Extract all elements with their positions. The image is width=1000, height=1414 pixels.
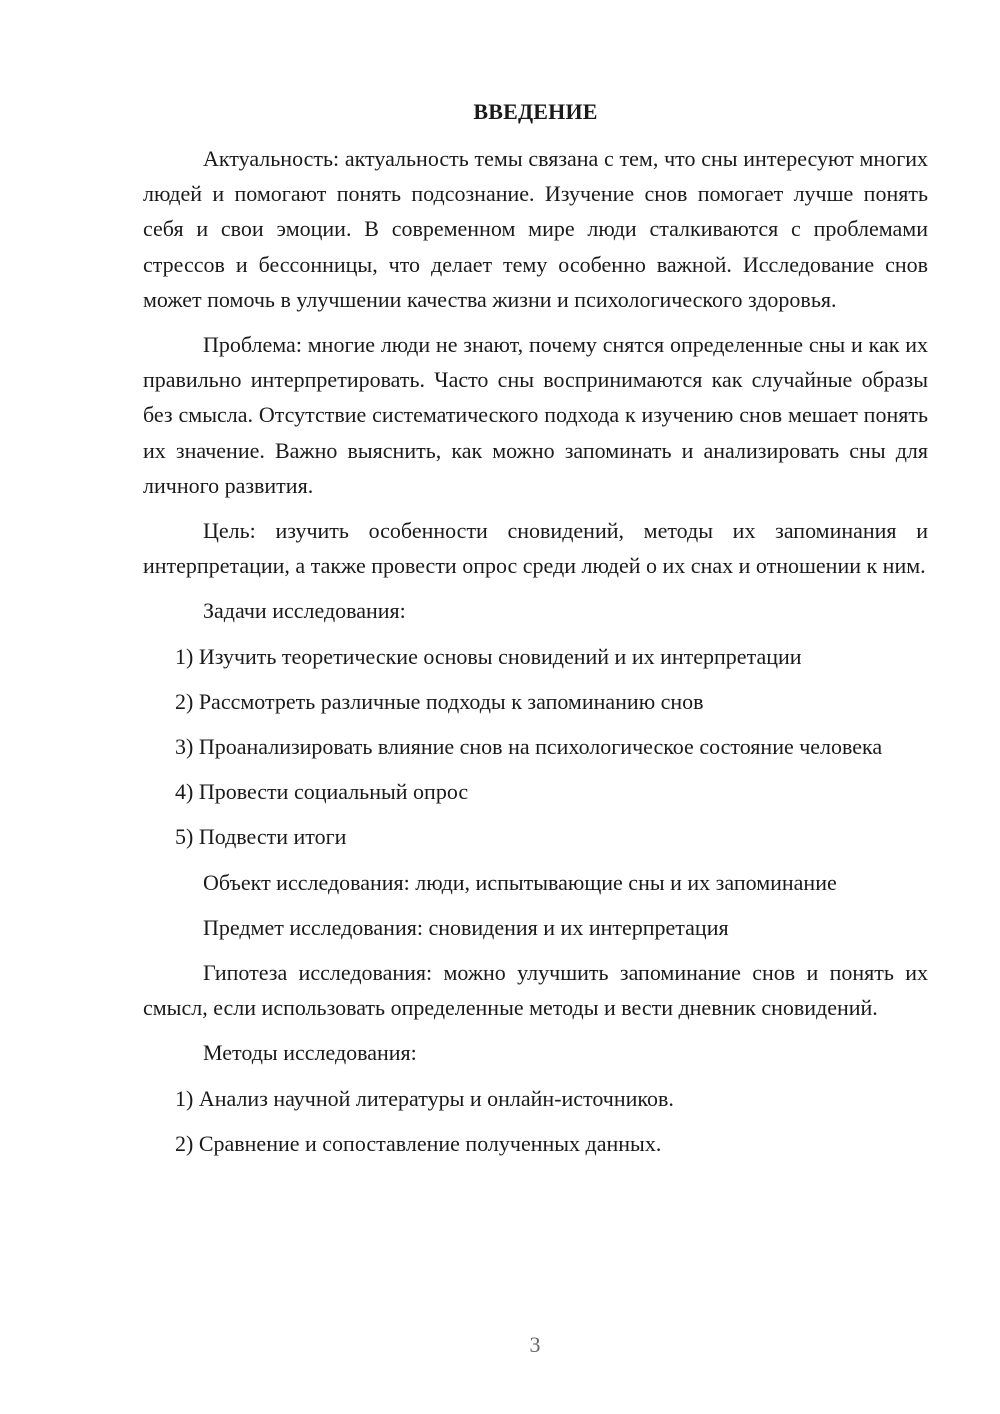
task-item: 5) Подвести итоги: [175, 824, 347, 850]
paragraph-relevance: Актуальность: актуальность темы связана с тем, что сны интересуют многих людей и помогают понять подсознание. Изучение снов помогает лучше понять себя и свои эмоции. В современном мире люди сталкиваются с проблемами стрессов и бессонницы, что делает тему особенно важной. Исследование снов может помочь в улучшении качества жизни и психологического здоровья.: [143, 146, 928, 312]
task-item: 4) Провести социальный опрос: [175, 779, 469, 805]
section-title: ВВЕДЕНИЕ: [473, 99, 598, 124]
paragraph-goal: Цель: изучить особенности сновидений, методы их запоминания и интерпретации, а также провести опрос среди людей о их снах и отношении к ним.: [143, 518, 928, 579]
tasks-heading: Задачи исследования:: [203, 598, 406, 624]
method-item: 1) Анализ научной литературы и онлайн-источников.: [175, 1085, 674, 1111]
research-hypothesis: Гипотеза исследования: можно улучшить запоминание снов и понять их смысл, если использовать определенные методы и вести дневник сновидений.: [143, 960, 928, 1021]
paragraph-problem: Проблема: многие люди не знают, почему снятся определенные сны и как их правильно интерпретировать. Часто сны воспринимаются как случайные образы без смысла. Отсутствие систематического подхода к изучению снов мешает понять их значение. Важно выяснить, как можно запоминать и анализировать сны для личного развития.: [143, 332, 928, 498]
research-subject: Предмет исследования: сновидения и их интерпретация: [203, 914, 729, 940]
document-page: [143, 94, 928, 1171]
task-item: 3) Проанализировать влияние снов на психологическое состояние человека: [175, 734, 883, 760]
methods-heading: Методы исследования:: [203, 1040, 417, 1066]
method-item: 2) Сравнение и сопоставление полученных данных.: [175, 1130, 662, 1156]
task-item: 1) Изучить теоретические основы сновидений и их интерпретации: [175, 643, 802, 669]
research-object: Объект исследования: люди, испытывающие сны и их запоминание: [203, 869, 837, 895]
task-item: 2) Рассмотреть различные подходы к запоминанию снов: [175, 688, 704, 714]
page-number: 3: [529, 1332, 541, 1357]
